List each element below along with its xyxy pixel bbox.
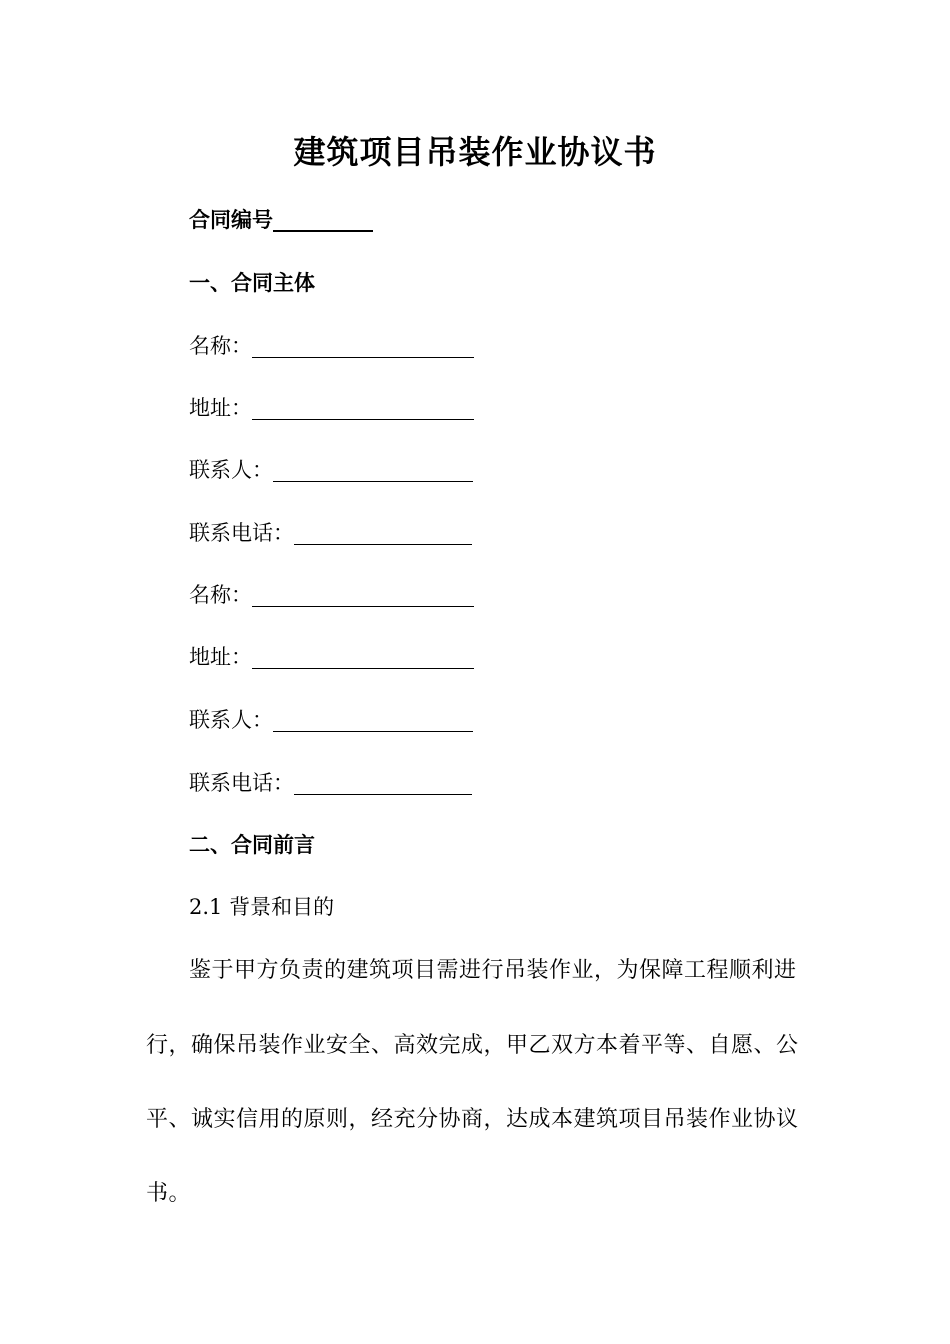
party-b-contact-label: 联系人： <box>189 708 273 732</box>
section2-heading-row <box>189 829 315 861</box>
contract-number-label: 合同编号 <box>189 208 273 232</box>
party-b-address-row <box>189 641 474 673</box>
party-a-name-blank[interactable] <box>252 335 474 358</box>
party-b-name-row <box>189 579 474 611</box>
party-a-address-row <box>189 392 474 424</box>
party-b-phone-row <box>189 767 472 799</box>
party-a-address-blank[interactable] <box>252 397 474 420</box>
party-a-contact-label: 联系人： <box>189 458 273 482</box>
contract-number-row <box>189 204 373 236</box>
subsection-2-1-row <box>189 891 334 923</box>
party-b-phone-blank[interactable] <box>294 772 472 795</box>
document-title: 建筑项目吊装作业协议书 <box>293 133 657 171</box>
section1-heading: 一、合同主体 <box>189 271 315 295</box>
party-b-contact-row <box>189 704 473 736</box>
party-a-phone-row <box>189 517 472 549</box>
party-a-phone-label: 联系电话： <box>189 521 294 545</box>
party-b-address-label: 地址： <box>189 645 252 669</box>
party-b-address-blank[interactable] <box>252 646 474 669</box>
party-b-name-blank[interactable] <box>252 584 474 607</box>
preamble-line-3: 平、诚实信用的原则，经充分协商，达成本建筑项目吊装作业协议 <box>146 1107 799 1132</box>
preamble-line-2: 行，确保吊装作业安全、高效完成，甲乙双方本着平等、自愿、公 <box>146 1033 799 1058</box>
section1-heading-row <box>189 267 315 299</box>
party-a-address-label: 地址： <box>189 396 252 420</box>
party-a-name-label: 名称： <box>189 334 252 358</box>
subsection-2-1-heading: 2.1 背景和目的 <box>189 895 335 919</box>
party-a-contact-row <box>189 454 473 486</box>
party-b-name-label: 名称： <box>189 583 252 607</box>
preamble-line-4: 书。 <box>146 1181 192 1206</box>
party-b-phone-label: 联系电话： <box>189 771 294 795</box>
party-a-phone-blank[interactable] <box>294 522 472 545</box>
contract-number-blank[interactable] <box>273 208 373 232</box>
party-a-name-row <box>189 330 474 362</box>
section2-heading: 二、合同前言 <box>189 833 315 857</box>
preamble-line-1: 鉴于甲方负责的建筑项目需进行吊装作业，为保障工程顺利进 <box>189 958 797 983</box>
party-a-contact-blank[interactable] <box>273 459 473 482</box>
party-b-contact-blank[interactable] <box>273 709 473 732</box>
